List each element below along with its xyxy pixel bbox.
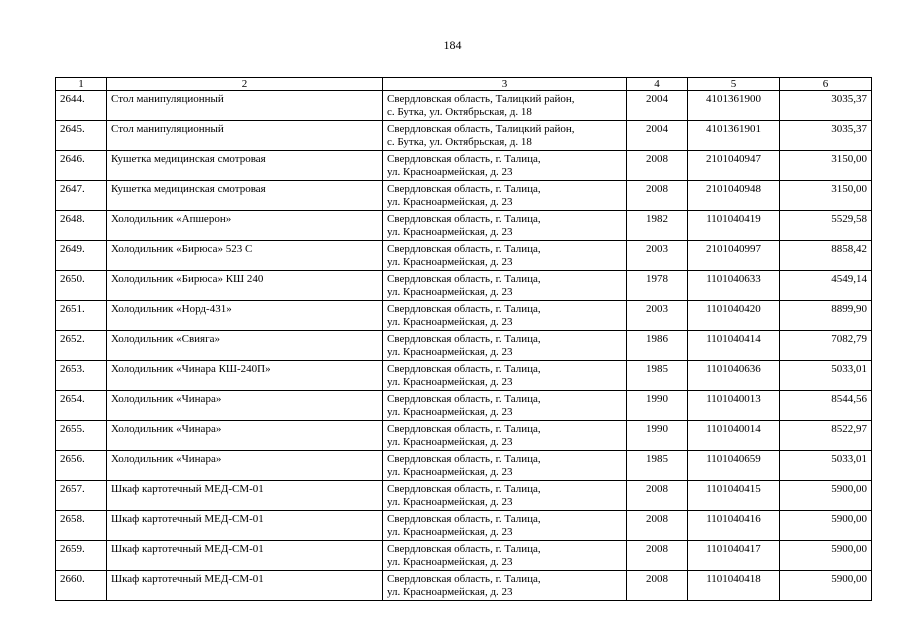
address-cell — [383, 451, 627, 481]
item-name-cell: Стол манипуляционный — [107, 121, 383, 151]
inventory-number-cell: 1101040013 — [688, 391, 780, 421]
item-name-cell: Холодильник «Бирюса» 523 С — [107, 241, 383, 271]
address-line-2: ул. Красноармейская, д. 23 — [387, 586, 513, 598]
row-number-cell: 2658. — [56, 511, 107, 541]
row-number-cell: 2644. — [56, 91, 107, 121]
cost-cell: 3035,37 — [780, 121, 872, 151]
address-line-1: Свердловская область, г. Талица, — [387, 273, 541, 285]
address-line-2: ул. Красноармейская, д. 23 — [387, 436, 513, 448]
address-line-1: Свердловская область, г. Талица, — [387, 213, 541, 225]
year-cell: 1985 — [627, 451, 688, 481]
address-cell — [383, 481, 627, 511]
inventory-number-cell: 2101040948 — [688, 181, 780, 211]
address-line-2: ул. Красноармейская, д. 23 — [387, 166, 513, 178]
address-cell — [383, 421, 627, 451]
address-line-1: Свердловская область, г. Талица, — [387, 573, 541, 585]
address-cell — [383, 331, 627, 361]
table-row — [56, 211, 872, 241]
header-row — [56, 78, 872, 91]
table-row — [56, 301, 872, 331]
inventory-number-cell: 2101040997 — [688, 241, 780, 271]
table-row — [56, 481, 872, 511]
inventory-number-cell: 1101040418 — [688, 571, 780, 601]
item-name-cell: Кушетка медицинская смотровая — [107, 181, 383, 211]
address-line-1: Свердловская область, г. Талица, — [387, 153, 541, 165]
inventory-number-cell: 1101040419 — [688, 211, 780, 241]
row-number-cell: 2654. — [56, 391, 107, 421]
table-body — [56, 91, 872, 601]
property-table — [55, 77, 872, 601]
address-line-2: ул. Красноармейская, д. 23 — [387, 466, 513, 478]
address-cell — [383, 271, 627, 301]
cost-cell: 7082,79 — [780, 331, 872, 361]
table-row — [56, 391, 872, 421]
year-cell: 2008 — [627, 481, 688, 511]
item-name-cell: Холодильник «Бирюса» КШ 240 — [107, 271, 383, 301]
inventory-number-cell: 1101040415 — [688, 481, 780, 511]
column-header-6: 6 — [780, 78, 872, 91]
address-line-1: Свердловская область, г. Талица, — [387, 183, 541, 195]
inventory-number-cell: 1101040414 — [688, 331, 780, 361]
cost-cell: 8899,90 — [780, 301, 872, 331]
column-header-5: 5 — [688, 78, 780, 91]
table-row — [56, 421, 872, 451]
year-cell: 1982 — [627, 211, 688, 241]
table-row — [56, 331, 872, 361]
table-row — [56, 451, 872, 481]
cost-cell: 5900,00 — [780, 511, 872, 541]
column-header-4: 4 — [627, 78, 688, 91]
cost-cell: 3150,00 — [780, 181, 872, 211]
row-number-cell: 2655. — [56, 421, 107, 451]
row-number-cell: 2660. — [56, 571, 107, 601]
address-line-1: Свердловская область, г. Талица, — [387, 483, 541, 495]
cost-cell: 5033,01 — [780, 361, 872, 391]
row-number-cell: 2649. — [56, 241, 107, 271]
item-name-cell: Шкаф картотечный МЕД-СМ-01 — [107, 541, 383, 571]
cost-cell: 8522,97 — [780, 421, 872, 451]
address-cell — [383, 151, 627, 181]
inventory-number-cell: 1101040417 — [688, 541, 780, 571]
inventory-number-cell: 4101361901 — [688, 121, 780, 151]
table-row — [56, 181, 872, 211]
year-cell: 1990 — [627, 421, 688, 451]
item-name-cell: Холодильник «Чинара» — [107, 451, 383, 481]
cost-cell: 5900,00 — [780, 541, 872, 571]
address-cell — [383, 541, 627, 571]
year-cell: 2004 — [627, 91, 688, 121]
table-row — [56, 91, 872, 121]
address-line-1: Свердловская область, г. Талица, — [387, 543, 541, 555]
table-header — [56, 78, 872, 91]
address-line-1: Свердловская область, г. Талица, — [387, 363, 541, 375]
item-name-cell: Кушетка медицинская смотровая — [107, 151, 383, 181]
address-cell — [383, 121, 627, 151]
address-cell — [383, 391, 627, 421]
row-number-cell: 2656. — [56, 451, 107, 481]
address-line-2: ул. Красноармейская, д. 23 — [387, 346, 513, 358]
column-header-2: 2 — [107, 78, 383, 91]
year-cell: 1985 — [627, 361, 688, 391]
year-cell: 2008 — [627, 541, 688, 571]
item-name-cell: Шкаф картотечный МЕД-СМ-01 — [107, 511, 383, 541]
address-cell — [383, 181, 627, 211]
address-cell — [383, 511, 627, 541]
address-line-2: ул. Красноармейская, д. 23 — [387, 556, 513, 568]
year-cell: 2003 — [627, 301, 688, 331]
address-cell — [383, 241, 627, 271]
address-line-2: с. Бутка, ул. Октябрьская, д. 18 — [387, 136, 532, 148]
inventory-number-cell: 1101040636 — [688, 361, 780, 391]
inventory-number-cell: 2101040947 — [688, 151, 780, 181]
address-line-1: Свердловская область, г. Талица, — [387, 303, 541, 315]
year-cell: 2004 — [627, 121, 688, 151]
address-line-2: с. Бутка, ул. Октябрьская, д. 18 — [387, 106, 532, 118]
address-line-1: Свердловская область, г. Талица, — [387, 513, 541, 525]
address-line-2: ул. Красноармейская, д. 23 — [387, 496, 513, 508]
address-line-2: ул. Красноармейская, д. 23 — [387, 406, 513, 418]
address-line-1: Свердловская область, г. Талица, — [387, 423, 541, 435]
column-header-3: 3 — [383, 78, 627, 91]
address-line-2: ул. Красноармейская, д. 23 — [387, 316, 513, 328]
row-number-cell: 2659. — [56, 541, 107, 571]
cost-cell: 4549,14 — [780, 271, 872, 301]
cost-cell: 3150,00 — [780, 151, 872, 181]
item-name-cell: Холодильник «Чинара КШ-240П» — [107, 361, 383, 391]
year-cell: 1986 — [627, 331, 688, 361]
year-cell: 2008 — [627, 151, 688, 181]
inventory-number-cell: 1101040014 — [688, 421, 780, 451]
address-line-1: Свердловская область, г. Талица, — [387, 243, 541, 255]
address-cell — [383, 301, 627, 331]
address-line-2: ул. Красноармейская, д. 23 — [387, 376, 513, 388]
cost-cell: 3035,37 — [780, 91, 872, 121]
table-row — [56, 571, 872, 601]
cost-cell: 8544,56 — [780, 391, 872, 421]
address-line-2: ул. Красноармейская, д. 23 — [387, 226, 513, 238]
item-name-cell: Холодильник «Норд-431» — [107, 301, 383, 331]
item-name-cell: Шкаф картотечный МЕД-СМ-01 — [107, 481, 383, 511]
table-row — [56, 271, 872, 301]
cost-cell: 5033,01 — [780, 451, 872, 481]
inventory-number-cell: 1101040633 — [688, 271, 780, 301]
address-line-2: ул. Красноармейская, д. 23 — [387, 196, 513, 208]
year-cell: 2003 — [627, 241, 688, 271]
address-line-1: Свердловская область, Талицкий район, — [387, 123, 575, 135]
address-line-1: Свердловская область, г. Талица, — [387, 453, 541, 465]
row-number-cell: 2648. — [56, 211, 107, 241]
address-line-2: ул. Красноармейская, д. 23 — [387, 526, 513, 538]
address-line-2: ул. Красноармейская, д. 23 — [387, 256, 513, 268]
table-row — [56, 541, 872, 571]
item-name-cell: Холодильник «Чинара» — [107, 421, 383, 451]
address-cell — [383, 91, 627, 121]
address-cell — [383, 211, 627, 241]
address-line-2: ул. Красноармейская, д. 23 — [387, 286, 513, 298]
item-name-cell: Холодильник «Свияга» — [107, 331, 383, 361]
item-name-cell: Шкаф картотечный МЕД-СМ-01 — [107, 571, 383, 601]
table-row — [56, 361, 872, 391]
cost-cell: 5900,00 — [780, 481, 872, 511]
year-cell: 1978 — [627, 271, 688, 301]
year-cell: 2008 — [627, 571, 688, 601]
table-row — [56, 511, 872, 541]
column-header-1: 1 — [56, 78, 107, 91]
address-line-1: Свердловская область, г. Талица, — [387, 393, 541, 405]
address-line-1: Свердловская область, г. Талица, — [387, 333, 541, 345]
row-number-cell: 2647. — [56, 181, 107, 211]
row-number-cell: 2657. — [56, 481, 107, 511]
row-number-cell: 2646. — [56, 151, 107, 181]
inventory-number-cell: 1101040420 — [688, 301, 780, 331]
address-cell — [383, 361, 627, 391]
cost-cell: 5529,58 — [780, 211, 872, 241]
inventory-number-cell: 1101040659 — [688, 451, 780, 481]
item-name-cell: Холодильник «Апшерон» — [107, 211, 383, 241]
row-number-cell: 2653. — [56, 361, 107, 391]
cost-cell: 5900,00 — [780, 571, 872, 601]
year-cell: 1990 — [627, 391, 688, 421]
address-line-1: Свердловская область, Талицкий район, — [387, 93, 575, 105]
item-name-cell: Холодильник «Чинара» — [107, 391, 383, 421]
cost-cell: 8858,42 — [780, 241, 872, 271]
row-number-cell: 2652. — [56, 331, 107, 361]
table-row — [56, 121, 872, 151]
table-row — [56, 151, 872, 181]
year-cell: 2008 — [627, 181, 688, 211]
row-number-cell: 2645. — [56, 121, 107, 151]
item-name-cell: Стол манипуляционный — [107, 91, 383, 121]
year-cell: 2008 — [627, 511, 688, 541]
table-row — [56, 241, 872, 271]
row-number-cell: 2651. — [56, 301, 107, 331]
inventory-number-cell: 1101040416 — [688, 511, 780, 541]
address-cell — [383, 571, 627, 601]
inventory-number-cell: 4101361900 — [688, 91, 780, 121]
page-number: 184 — [443, 38, 462, 52]
row-number-cell: 2650. — [56, 271, 107, 301]
